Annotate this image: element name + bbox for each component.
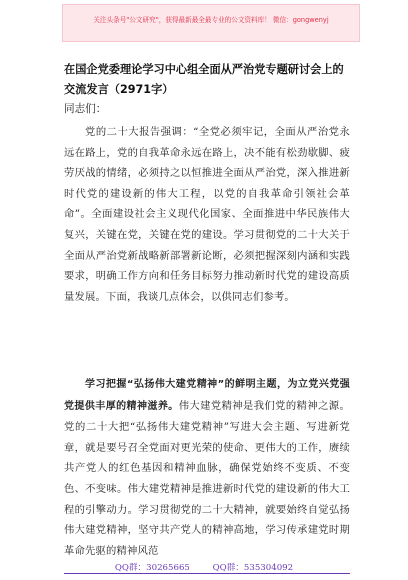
paragraph-2-lead: 学习把握“弘扬伟大建党精神”的鲜明主题，为立党兴党强党提供丰厚的精神滋养。 xyxy=(64,379,350,412)
footer-underline xyxy=(64,573,350,574)
qq-group-2: QQ群：535304092 xyxy=(212,563,294,573)
promo-banner-text: 关注头条号"公文研究"，获得最新最全最专业的公文资料库！ 微信：gongwenyj xyxy=(93,16,329,24)
qq-group-1: QQ群：30265665 xyxy=(114,563,190,573)
paragraph-2 xyxy=(64,374,350,561)
promo-banner xyxy=(62,4,360,42)
paragraph-2-body: 伟大建党精神是我们党的精神之源。党的二十大把“弘扬伟大建党精神”写进大会主题、写进新党章，就是要号召全党面对更光荣的使命、更伟大的工作，赓续共产党人的红色基因和精神血脉，确保党始终不变质、不变色、不变味。伟大建党精神是推进新时代党的建设新的伟大工程的引擎动力。学习贯彻党的二十大精神，就要始终自觉弘扬伟大建党精神，坚守共产党人的精神高地，学习传承建党时期革命先驱的精神风范 xyxy=(64,399,351,557)
document-title: 在国企党委理论学习中心组全面从严治党专题研讨会上的交流发言（2971字） xyxy=(64,63,344,96)
footer xyxy=(0,561,408,573)
salutation: 同志们： xyxy=(64,103,107,115)
paragraph-1: 党的二十大报告强调：“全党必须牢记，全面从严治党永远在路上，党的自我革命永远在路上，决不能有松劲歇脚、疲劳厌战的情绪，必须持之以恒推进全面从严治党，深入推进新时代党的建设新的伟大工程，以党的自我革命引领社会革命”。全面建设社会主义现代化国家、全面推进中华民族伟大复兴，关键在党，关键在党的建设。学习贯彻党的二十大关于全面从严治党新战略新部署新论断，必须把握深刻内涵和实践要求，明确工作方向和任务目标努力推动新时代党的建设高质量发展。下面，我谈几点体会，以供同志们参考。 xyxy=(64,126,350,303)
